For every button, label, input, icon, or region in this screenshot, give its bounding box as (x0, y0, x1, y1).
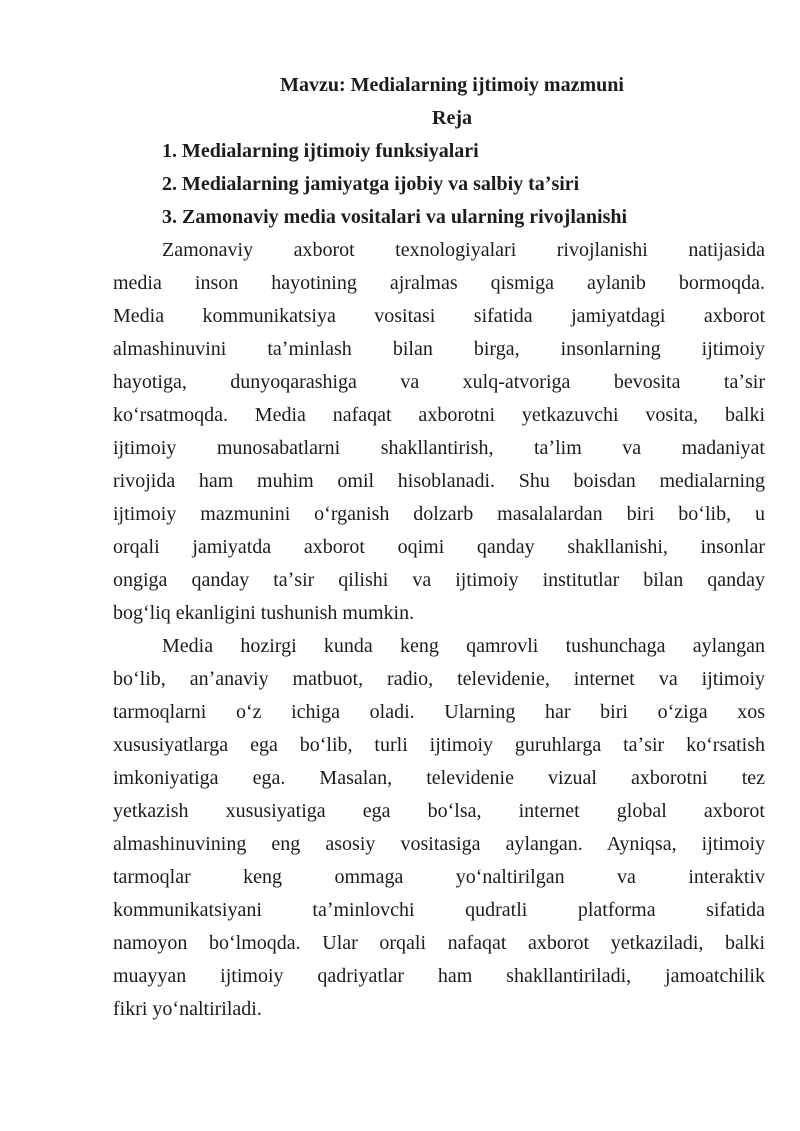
document-body (113, 234, 765, 1026)
paragraph-line: tarmoqlar keng ommaga yoʻnaltirilgan va interaktiv (113, 866, 765, 888)
paragraph-line: xususiyatlarga ega boʻlib, turli ijtimoiy guruhlarga taʼsir koʻrsatish (113, 734, 765, 756)
paragraph-line: kommunikatsiyani taʼminlovchi qudratli platforma sifatida (113, 899, 765, 921)
outline-item: 3. Zamonaviy media vositalari va ularning rivojlanishi (162, 206, 628, 228)
paragraph-line: namoyon boʻlmoqda. Ular orqali nafaqat axborot yetkaziladi, balki (113, 932, 765, 954)
paragraph-line: hayotiga, dunyoqarashiga va xulq-atvoriga bevosita taʼsir (113, 371, 765, 393)
outline-list (113, 135, 765, 234)
document-title: Mavzu: Medialarning ijtimoiy mazmuni (280, 74, 624, 96)
paragraph-line: koʻrsatmoqda. Media nafaqat axborotni yetkazuvchi vosita, balki (113, 404, 765, 426)
paragraph-line: muayyan ijtimoiy qadriyatlar ham shakllantiriladi, jamoatchilik (113, 965, 765, 987)
paragraph-line: Zamonaviy axborot texnologiyalari rivojlanishi natijasida (162, 239, 765, 261)
paragraph-line: ijtimoiy mazmunini oʻrganish dolzarb masalalardan biri boʻlib, u (113, 503, 765, 525)
paragraph-line: almashinuvining eng asosiy vositasiga aylangan. Ayniqsa, ijtimoiy (113, 833, 765, 855)
paragraph-line: boʻlib, anʼanaviy matbuot, radio, televidenie, internet va ijtimoiy (113, 668, 765, 690)
paragraph-line: ongiga qanday taʼsir qilishi va ijtimoiy institutlar bilan qanday (113, 569, 765, 591)
paragraph-line: rivojida ham muhim omil hisoblanadi. Shu boisdan medialarning (113, 470, 765, 492)
paragraph-line: imkoniyatiga ega. Masalan, televidenie vizual axborotni tez (113, 767, 765, 789)
outline-item: 2. Medialarning jamiyatga ijobiy va salbiy taʼsiri (162, 173, 580, 195)
paragraph-line: bogʻliq ekanligini tushunish mumkin. (113, 602, 415, 624)
paragraph-line: ijtimoiy munosabatlarni shakllantirish, taʼlim va madaniyat (113, 437, 765, 459)
paragraph-line: orqali jamiyatda axborot oqimi qanday shakllanishi, insonlar (113, 536, 765, 558)
paragraph-line: Media kommunikatsiya vositasi sifatida jamiyatdagi axborot (113, 305, 765, 327)
paragraph-line: tarmoqlarni oʻz ichiga oladi. Ularning har biri oʻziga xos (113, 701, 765, 723)
paragraph-line: fikri yoʻnaltiriladi. (113, 998, 262, 1020)
paragraph-line: media inson hayotining ajralmas qismiga aylanib bormoqda. (113, 272, 765, 294)
body-paragraph (113, 630, 765, 1026)
plan-heading: Reja (432, 107, 472, 129)
paragraph-line: almashinuvini taʼminlash bilan birga, insonlarning ijtimoiy (113, 338, 765, 360)
body-paragraph (113, 234, 765, 630)
outline-item: 1. Medialarning ijtimoiy funksiyalari (162, 140, 479, 162)
paragraph-line: yetkazish xususiyatiga ega boʻlsa, internet global axborot (113, 800, 765, 822)
paragraph-line: Media hozirgi kunda keng qamrovli tushunchaga aylangan (162, 635, 765, 657)
